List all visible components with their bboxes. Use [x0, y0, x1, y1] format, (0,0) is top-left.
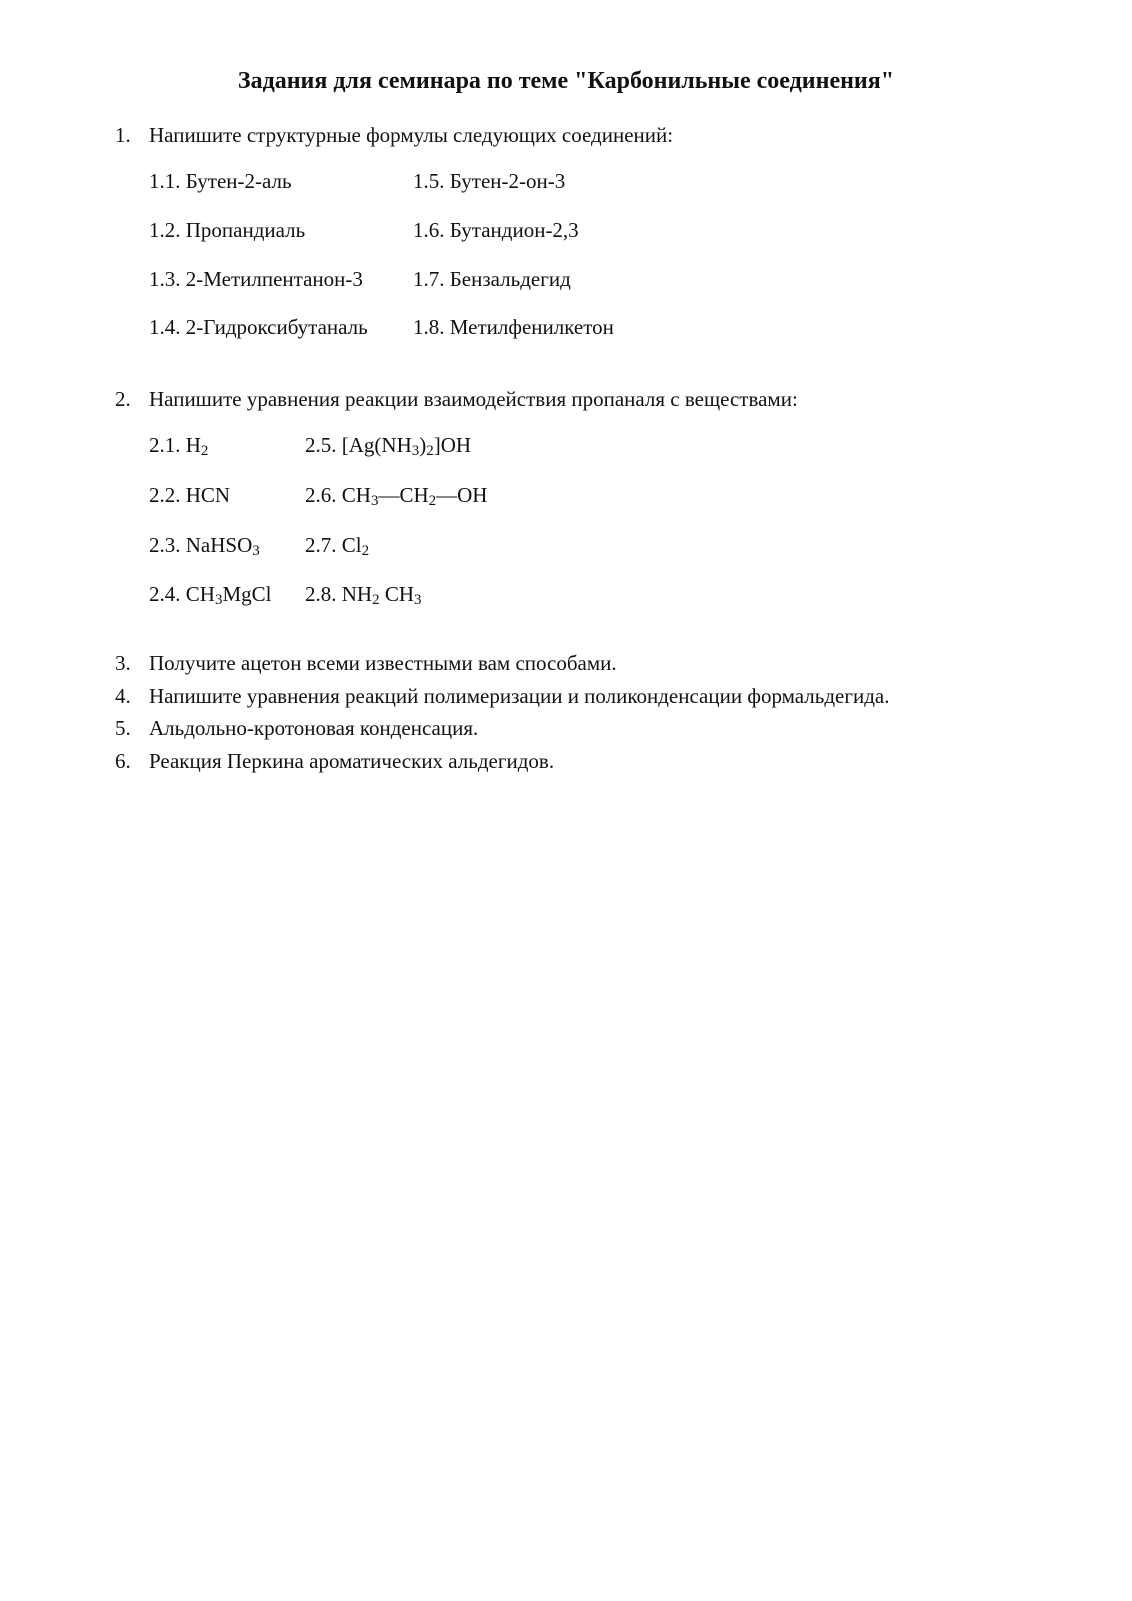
question-number: 1. — [115, 123, 131, 147]
formula-subscript: 3 — [252, 543, 260, 559]
question-text: Реакция Перкина ароматических альдегидов. — [149, 749, 555, 773]
formula-text: H — [185, 433, 201, 457]
q2-subitem — [305, 532, 369, 558]
item-label: 2.8. — [305, 582, 342, 606]
q1-subitem: 1.2. Пропандиаль — [149, 218, 306, 242]
item-label: 2.1. — [149, 433, 186, 457]
formula-text: ) — [419, 433, 427, 457]
question-text: Альдольно-кротоновая конденсация. — [149, 716, 479, 740]
item-label: 2.7. — [305, 533, 342, 557]
q1-subitem: 1.3. 2-Метилпентанон-3 — [149, 267, 363, 291]
formula-text: ]OH — [433, 433, 472, 457]
question-number: 3. — [115, 651, 131, 675]
question-number: 5. — [115, 716, 131, 740]
question-text: Получите ацетон всеми известными вам способами. — [149, 651, 617, 675]
formula-text: NH — [341, 582, 373, 606]
formula-subscript: 3 — [214, 592, 223, 608]
q2-subitem — [149, 432, 208, 458]
formula-subscript: 2 — [426, 443, 434, 459]
formula-text: —OH — [436, 483, 488, 507]
question-text: Напишите уравнения реакции взаимодействия пропаналя с веществами: — [149, 387, 798, 411]
document-title: Задания для семинара по теме "Карбонильные соединения" — [237, 68, 895, 94]
q2-subitem — [149, 532, 260, 558]
q1-subitem: 1.5. Бутен-2-он-3 — [413, 169, 566, 193]
q1-subitem: 1.6. Бутандион-2,3 — [413, 218, 579, 242]
formula-text: CH — [379, 582, 415, 606]
formula-subscript: 2 — [361, 543, 370, 559]
formula-subscript: 3 — [411, 443, 420, 459]
q2-subitem — [305, 581, 422, 607]
q1-subitem: 1.1. Бутен-2-аль — [149, 169, 292, 193]
item-label: 2.5. — [305, 433, 342, 457]
q1-subitem: 1.7. Бензальдегид — [413, 267, 571, 291]
formula-text: CH — [185, 582, 215, 606]
formula-text: NaHSO — [185, 533, 253, 557]
formula-text: —CH — [378, 483, 429, 507]
item-label: 2.6. — [305, 483, 342, 507]
q1-subitem: 1.4. 2-Гидроксибутаналь — [149, 315, 368, 339]
item-label: 2.3. — [149, 533, 186, 557]
formula-text: CH — [341, 483, 371, 507]
formula-text: HCN — [185, 483, 231, 507]
formula-text: MgCl — [222, 582, 272, 606]
formula-subscript: 3 — [370, 493, 379, 509]
formula-text: [Ag(NH — [341, 433, 412, 457]
q2-subitem — [149, 581, 271, 607]
formula-subscript: 2 — [428, 493, 437, 509]
question-number: 2. — [115, 387, 131, 411]
question-text: Напишите уравнения реакций полимеризации и поликонденсации формальдегида. — [149, 684, 890, 708]
formula-text: Cl — [341, 533, 362, 557]
formula-subscript: 3 — [414, 592, 422, 608]
item-label: 2.2. — [149, 483, 186, 507]
question-number: 4. — [115, 684, 131, 708]
item-label: 2.4. — [149, 582, 186, 606]
q2-subitem — [305, 482, 487, 508]
formula-subscript: 2 — [372, 592, 380, 608]
q2-subitem — [305, 432, 471, 458]
q1-subitem: 1.8. Метилфенилкетон — [413, 315, 614, 339]
formula-subscript: 2 — [200, 443, 209, 459]
q2-subitem — [149, 482, 230, 508]
question-number: 6. — [115, 749, 131, 773]
question-text: Напишите структурные формулы следующих соединений: — [149, 123, 674, 147]
